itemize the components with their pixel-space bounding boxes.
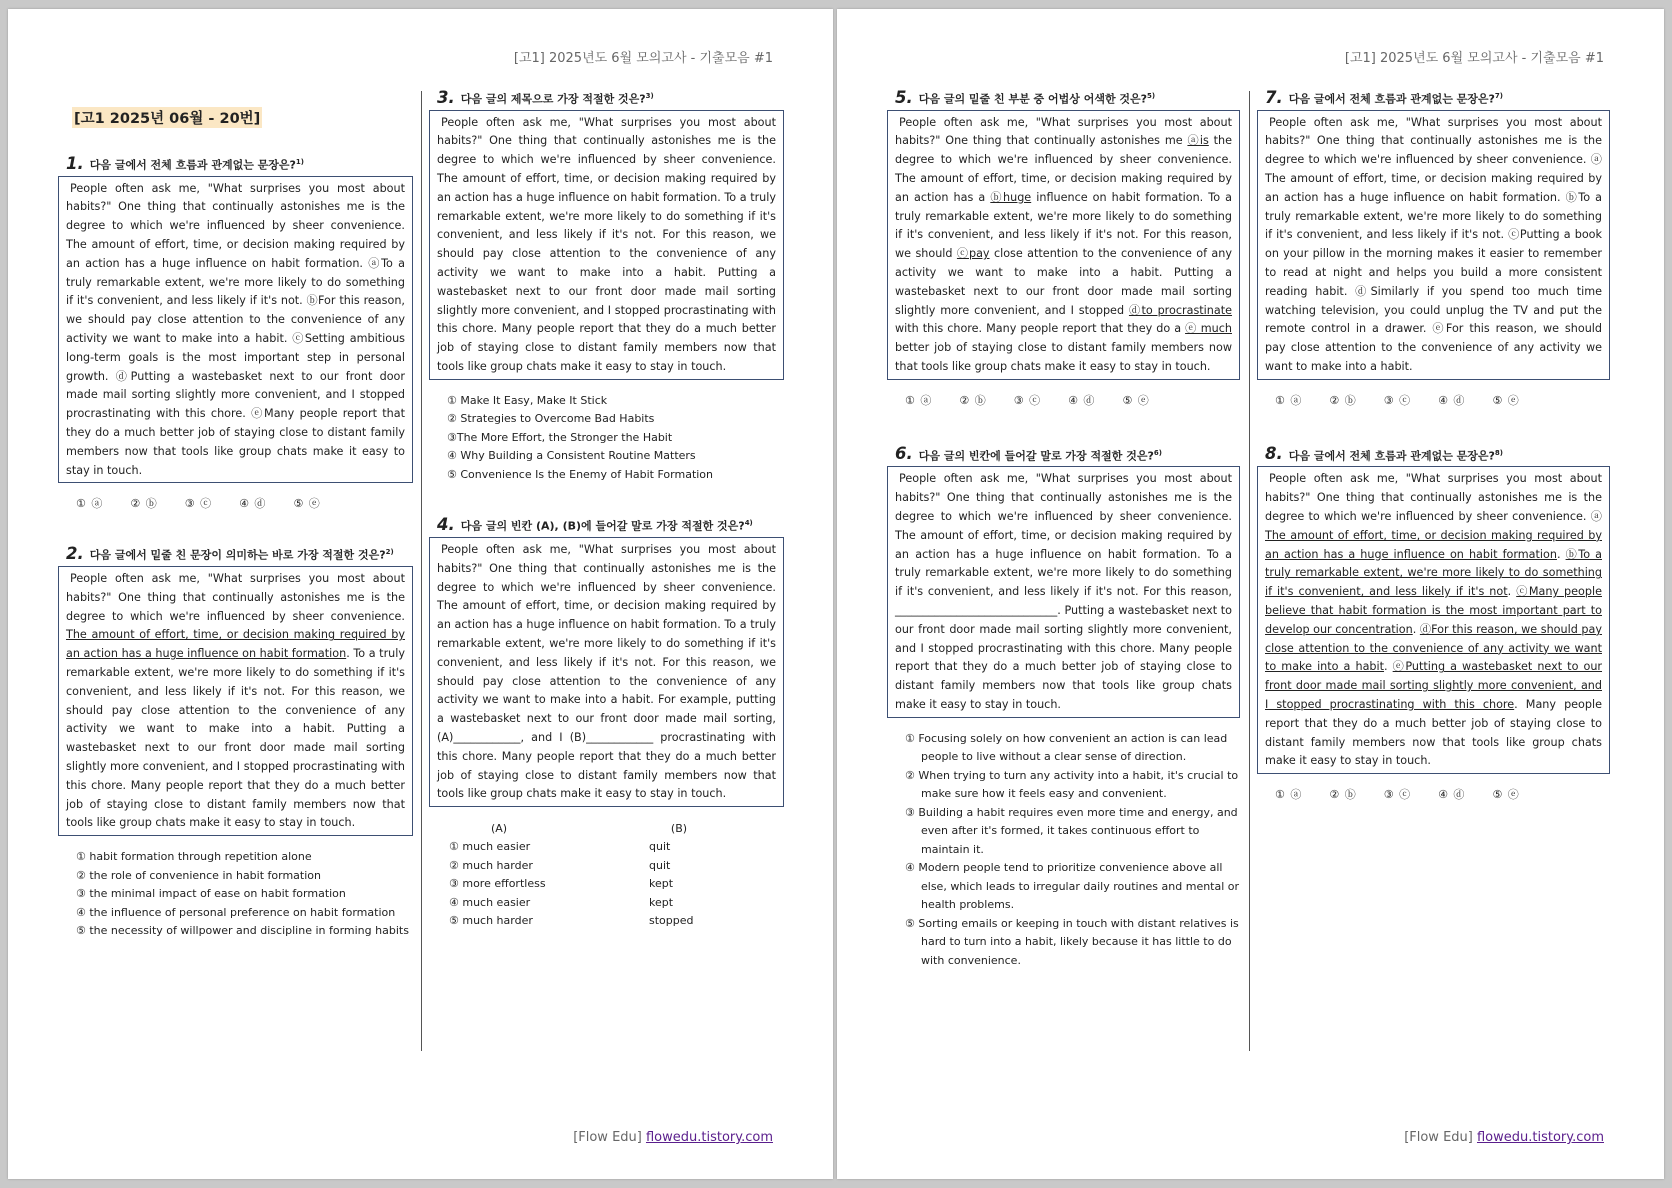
question-1-passage: People often ask me, "What surprises you most about habits?" One thing that continually astonishes me is the degree to which we're influenced by sheer convenience. The amount of effort, time, or decision making required by an action has a huge influence on habit formation. ⓐTo a truly remarkable extent, we're more likely to do something if it's convenient, and less likely if it's not. ⓑFor this reason, we should pay close attention to the convenience of any activity we want to make into a habit. ⓒSetting ambitious long-term goals is the most important step in personal growth. ⓓPutting a wastebasket next to our front door made mail sorting slightly more convenient, and I stopped procrastinating with this chore. ⓔMany people report that they do a much better job of staying close to distant family members now that tools like group chats make it easy to stay in touch. [58, 176, 413, 484]
choice-3[interactable]: ③ the minimal impact of ease on habit formation [76, 887, 346, 901]
question-3 [429, 89, 784, 484]
question-1-header [66, 155, 413, 173]
choice-4[interactable]: ④ Why Building a Consistent Routine Matters [447, 449, 696, 463]
question-2-header [66, 545, 413, 563]
passage-text: Many people report that they do a much better job of staying close to distant family members now that tools like group chats make it easy to stay in touch. [1265, 698, 1602, 768]
question-2-choices [76, 848, 413, 941]
question-3-passage: People often ask me, "What surprises you most about habits?" One thing that continually astonishes me is the degree to which we're influenced by sheer convenience. The amount of effort, time, or decision making required by an action has a huge influence on habit formation. To a truly remarkable extent, we're more likely to do something if it's convenient, and less likely if it's not. For this reason, we should pay close attention to the convenience of any activity we want to make into a habit. Putting a wastebasket next to our front door made mail sorting slightly more convenient, and I stopped procrastinating with this chore. Many people report that they do a much better job of staying close to distant family members now that tools like group chats make it easy to stay in touch. [429, 110, 784, 380]
footer-link[interactable]: flowedu.tistory.com [1476, 1130, 1604, 1145]
question-prompt: 다음 글에서 전체 흐름과 관계없는 문장은? [1288, 92, 1495, 106]
choice-row-4[interactable] [449, 893, 709, 912]
choice-row-1[interactable] [449, 838, 709, 857]
question-3-header [437, 89, 784, 107]
column-divider [1249, 91, 1250, 1051]
question-number: 3. [437, 87, 455, 107]
choice-4[interactable]: ④ Modern people tend to prioritize convenience above all else, which leads to irregular daily routines and mental or health problems. [905, 861, 1240, 912]
blank-a: (A)____________ [437, 730, 521, 744]
passage-text: influence on habit formation. To a truly remarkable extent, we're more likely to do something if it's convenient, and less likely if it's not. For this reason, we should [895, 190, 1232, 261]
column-a-header: (A) [490, 821, 508, 835]
question-8-header [1265, 446, 1610, 464]
choice-1[interactable]: ① Make It Easy, Make It Stick [447, 393, 608, 407]
footnote-ref: 2) [385, 548, 394, 557]
footnote-ref: 4) [744, 519, 753, 528]
choice-1[interactable]: ① ⓐ [1275, 393, 1302, 407]
passage-text: People often ask me, "What surprises you most about habits?" One thing that continually astonishes me [895, 115, 1232, 148]
footnote-ref: 7) [1494, 92, 1503, 100]
blank-b: (B)____________ [569, 730, 654, 744]
question-4-header [437, 516, 784, 534]
page-footer [1404, 1130, 1604, 1145]
underlined-e: ⓔPutting a wastebasket next to our front door made mail sorting slightly more convenient, and I stopped procrastinating with this chore [1265, 660, 1603, 712]
question-number: 5. [895, 87, 913, 107]
choice-b: quit [649, 840, 671, 854]
page-header: [고1] 2025년도 6월 모의고사 - 기출모음 #1 [1344, 51, 1604, 66]
passage-text: People often ask me, "What surprises you most about habits?" One thing that continually astonishes me is the degree to which we're influenced by sheer convenience. The amount of effort, time, or decision making required by an action has a huge influence on habit formation. To a truly remarkable extent, we're more likely to do something if it's convenient, and less likely if it's not. For this reason, [895, 472, 1232, 599]
choice-3[interactable]: ③The More Effort, the Stronger the Habit [447, 430, 673, 444]
underlined-d: ⓓto procrastinate [1128, 303, 1233, 317]
choice-1[interactable]: ① ⓐ [905, 393, 932, 407]
footer-label: [Flow Edu] [1404, 1130, 1473, 1145]
footnote-ref: 1) [295, 158, 304, 166]
footnote-ref: 5) [1147, 92, 1156, 100]
question-4-passage [429, 537, 784, 807]
choice-row-3[interactable] [449, 875, 709, 894]
question-4 [429, 516, 784, 930]
question-3-choices [447, 392, 784, 485]
question-number: 6. [895, 444, 913, 464]
blank: _____________________________ [895, 604, 1058, 618]
underlined-c: ⓒpay [956, 247, 990, 261]
underlined-c: ⓒMany people believe that habit formation is the most important part to develop our concentration [1265, 585, 1602, 636]
right-column-1 [887, 89, 1240, 990]
question-prompt: 다음 글의 빈칸 (A), (B)에 들어갈 말로 가장 적절한 것은? [460, 519, 745, 533]
choice-row-2[interactable] [449, 856, 709, 875]
choice-b: stopped [649, 914, 694, 928]
question-1-choices [76, 495, 413, 511]
choice-3[interactable]: ③ ⓒ [1383, 788, 1411, 802]
passage-text: , and I [520, 730, 570, 744]
choice-b: kept [649, 895, 674, 909]
left-column-2 [429, 89, 784, 950]
passage-text: People often ask me, "What surprises you most about habits?" One thing that continually astonishes me is the degree to which we're influenced by sheer convenience. [66, 572, 405, 623]
choice-4[interactable]: ④ the influence of personal preference on habit formation [76, 905, 396, 919]
question-7-passage: People often ask me, "What surprises you most about habits?" One thing that continually astonishes me is the degree to which we're influenced by sheer convenience. ⓐ The amount of effort, time, or decision making required by an action has a huge influence on habit formation. ⓑTo a truly remarkable extent, we're more likely to do something if it's convenient, and less likely if it's not. ⓒPutting a book on your pillow in the morning makes it easier to remember to read at night and helps you build a more consistent reading habit. ⓓSimilarly if you spend too much time watching television, you could unplug the TV and put the remote control in a drawer. ⓔFor this reason, we should pay close attention to the convenience of any activity we want to make into a habit. [1257, 110, 1610, 380]
question-5-header [895, 89, 1240, 107]
set-title: [고1 2025년 06월 - 20번] [72, 107, 262, 128]
right-column-2 [1257, 89, 1610, 822]
question-2 [58, 545, 413, 940]
question-1 [58, 155, 413, 511]
choice-2[interactable]: ② ⓑ [1329, 393, 1356, 407]
choice-a: ② much harder [449, 858, 533, 872]
question-number: 8. [1265, 444, 1283, 464]
question-8-choices [1275, 786, 1610, 802]
choice-3[interactable]: ③ ⓒ [1013, 393, 1041, 407]
choice-1[interactable]: ① Focusing solely on how convenient an action is can lead people to live without a clear sense of direction. [905, 731, 1228, 764]
underlined-a: The amount of effort, time, or decision making required by an action has a huge influence on habit formation [1265, 528, 1602, 561]
column-b-header: (B) [670, 821, 688, 835]
question-6-choices [905, 730, 1240, 971]
question-prompt: 다음 글의 밑줄 친 부분 중 어법상 어색한 것은? [918, 92, 1148, 106]
choice-3[interactable]: ③ ⓒ [184, 497, 212, 511]
choice-b: quit [649, 858, 671, 872]
passage-text: close attention to the convenience of any activity we want to make into a habit. Putting a wastebasket next to our front door made mail sorting slightly more convenient, and I stopped [895, 247, 1232, 317]
choice-4[interactable]: ④ ⓓ [1068, 393, 1095, 407]
question-prompt: 다음 글의 제목으로 가장 적절한 것은? [460, 92, 646, 106]
choice-1[interactable]: ① habit formation through repetition alone [76, 850, 312, 864]
question-6-passage [887, 466, 1240, 717]
question-prompt: 다음 글에서 전체 흐름과 관계없는 문장은? [89, 158, 296, 172]
question-8-passage: People often ask me, "What surprises you most about habits?" One thing that continually astonishes me is the degree to which we're influenced by sheer convenience. ⓐ The amount of effort, time, or decision making required by an action has a huge influence on habit formation. ⓑTo a truly remarkable extent, we're more likely to do something if it's convenient, and less likely if it's not. ⓒMany people believe that habit formation is the most important part to develop our concentration. ⓓFor this reason, we should pay close attention to the convenience of any activity we want to make into a habit. ⓔPutting a wastebasket next to our front door made mail sorting slightly more convenient, and I stopped procrastinating with this chore. Many people report that they do a much better job of staying close to distant family members now that tools like group chats make it easy to stay in touch. [1257, 466, 1610, 774]
choice-2[interactable]: ② ⓑ [130, 497, 157, 511]
question-prompt: 다음 글에서 밑줄 친 문장이 의미하는 바로 가장 적절한 것은? [89, 549, 386, 563]
choice-row-5[interactable] [449, 912, 709, 931]
passage-text: better job of staying close to distant family members now that tools like group chats make it easy to stay in touch. [895, 341, 1232, 374]
choice-5[interactable]: ⑤ ⓔ [1492, 788, 1519, 802]
question-8 [1257, 446, 1610, 802]
question-7-choices [1275, 392, 1610, 408]
question-4-choices [449, 819, 709, 930]
underlined-a: ⓐis [1187, 134, 1209, 148]
question-2-passage [58, 566, 413, 836]
choice-a: ① much easier [449, 840, 531, 854]
choice-2[interactable]: ② the role of convenience in habit formation [76, 868, 321, 882]
page-footer [573, 1130, 773, 1145]
footnote-ref: 6) [1153, 448, 1162, 457]
footnote-ref: 3) [645, 92, 654, 100]
question-6 [887, 446, 1240, 971]
underlined-e: ⓔ much [1185, 322, 1232, 336]
question-7-header [1265, 89, 1610, 107]
choice-5[interactable]: ⑤ Convenience Is the Enemy of Habit Formation [447, 467, 714, 481]
underlined-b: ⓑhuge [990, 190, 1032, 204]
question-5 [887, 89, 1240, 408]
choice-2[interactable]: ② When trying to turn any activity into a habit, it's crucial to make sure how it feels easy and convenient. [905, 768, 1239, 801]
page-right [837, 9, 1664, 1179]
question-7 [1257, 89, 1610, 408]
footer-link[interactable]: flowedu.tistory.com [645, 1130, 773, 1145]
footer-label: [Flow Edu] [573, 1130, 642, 1145]
choice-5[interactable]: ⑤ ⓔ [293, 497, 320, 511]
passage-text: with this chore. Many people report that they do a [895, 322, 1186, 336]
choice-3[interactable]: ③ Building a habit requires even more time and energy, and even after it's formed, it takes continuous effort to maintain it. [905, 805, 1238, 856]
choice-2[interactable]: ② ⓑ [959, 393, 986, 407]
choice-5[interactable]: ⑤ Sorting emails or keeping in touch with distant relatives is hard to turn into a habit, likely because it has little to do with convenience. [905, 916, 1239, 967]
question-5-choices [905, 392, 1240, 408]
choice-4[interactable]: ④ ⓓ [1438, 393, 1465, 407]
footnote-ref: 8) [1494, 448, 1503, 457]
choice-1[interactable]: ① ⓐ [76, 497, 103, 511]
question-prompt: 다음 글의 빈칸에 들어갈 말로 가장 적절한 것은? [918, 449, 1154, 463]
left-column-1 [58, 95, 413, 961]
question-number: 4. [437, 514, 455, 534]
underlined-sentence: The amount of effort, time, or decision making required by an action has a huge influence on habit formation [66, 628, 405, 661]
passage-text: People often ask me, "What surprises you most about habits?" One thing that continually astonishes me is the degree to which we're influenced by sheer convenience. The amount of effort, time, or decision making required by an action has a huge influence on habit formation. To a truly remarkable extent, we're more likely to do something if it's convenient, and less likely if it's not. For this reason, we should pay close attention to the convenience of any activity we want to make into a habit. For example, putting a wastebasket next to our front door made mail sorting, [437, 542, 776, 726]
passage-text: . To a truly remarkable extent, we're more likely to do something if it's convenient, and less likely if it's not. For this reason, we should pay close attention to the convenience of any activity we want to make into a habit. Putting a wastebasket next to our front door made mail sorting slightly more convenient, and I stopped procrastinating with this chore. Many people report that they do a much better job of staying close to distant family members now that tools like group chats make it easy to stay in touch. [66, 647, 405, 830]
passage-text: the degree to which we're influenced by sheer convenience. The amount of effort, time, or decision making required by an action has a [895, 134, 1233, 204]
choice-b: kept [649, 877, 674, 891]
choice-2[interactable]: ② ⓑ [1329, 788, 1356, 802]
question-prompt: 다음 글에서 전체 흐름과 관계없는 문장은? [1288, 449, 1495, 463]
page-left [8, 9, 833, 1179]
choice-5[interactable]: ⑤ the necessity of willpower and discipline in forming habits [76, 924, 409, 938]
passage-text: . Putting a wastebasket next to our front door made mail sorting slightly more convenient, and I stopped procrastinating with this chore. Many people report that they do a much better job of staying close to distant family members now that tools like group chats make it easy to stay in touch. [895, 604, 1232, 712]
choice-1[interactable]: ① ⓐ [1275, 788, 1302, 802]
choice-4[interactable]: ④ ⓓ [239, 497, 266, 511]
question-5-passage [887, 110, 1240, 380]
choice-5[interactable]: ⑤ ⓔ [1122, 393, 1149, 407]
page-header: [고1] 2025년도 6월 모의고사 - 기출모음 #1 [513, 51, 773, 66]
choice-a: ④ much easier [449, 895, 531, 909]
passage-text: People often ask me, "What surprises you most about habits?" One thing that continually astonishes me is the degree to which we're influenced by sheer convenience. ⓐ [1265, 472, 1602, 524]
choice-2[interactable]: ② Strategies to Overcome Bad Habits [447, 412, 655, 426]
underlined-d: ⓓFor this reason, we should pay close attention to the convenience of any activity we want to make into a habit [1265, 622, 1602, 674]
column-divider [421, 91, 422, 1051]
underlined-b: ⓑTo a truly remarkable extent, we're more likely to do something if it's convenient, and less likely if it's not [1265, 547, 1602, 599]
question-number: 2. [66, 544, 84, 564]
question-number: 1. [66, 153, 84, 173]
question-6-header [895, 446, 1240, 464]
choice-a: ⑤ much harder [449, 914, 533, 928]
choice-5[interactable]: ⑤ ⓔ [1492, 393, 1519, 407]
question-number: 7. [1265, 87, 1283, 107]
passage-text: procrastinating with this chore. Many people report that they do a much better job of staying close to distant family members now that tools like group chats make it easy to stay in touch. [437, 730, 776, 801]
choice-a: ③ more effortless [449, 877, 546, 891]
choice-3[interactable]: ③ ⓒ [1383, 393, 1411, 407]
choice-4[interactable]: ④ ⓓ [1438, 788, 1465, 802]
